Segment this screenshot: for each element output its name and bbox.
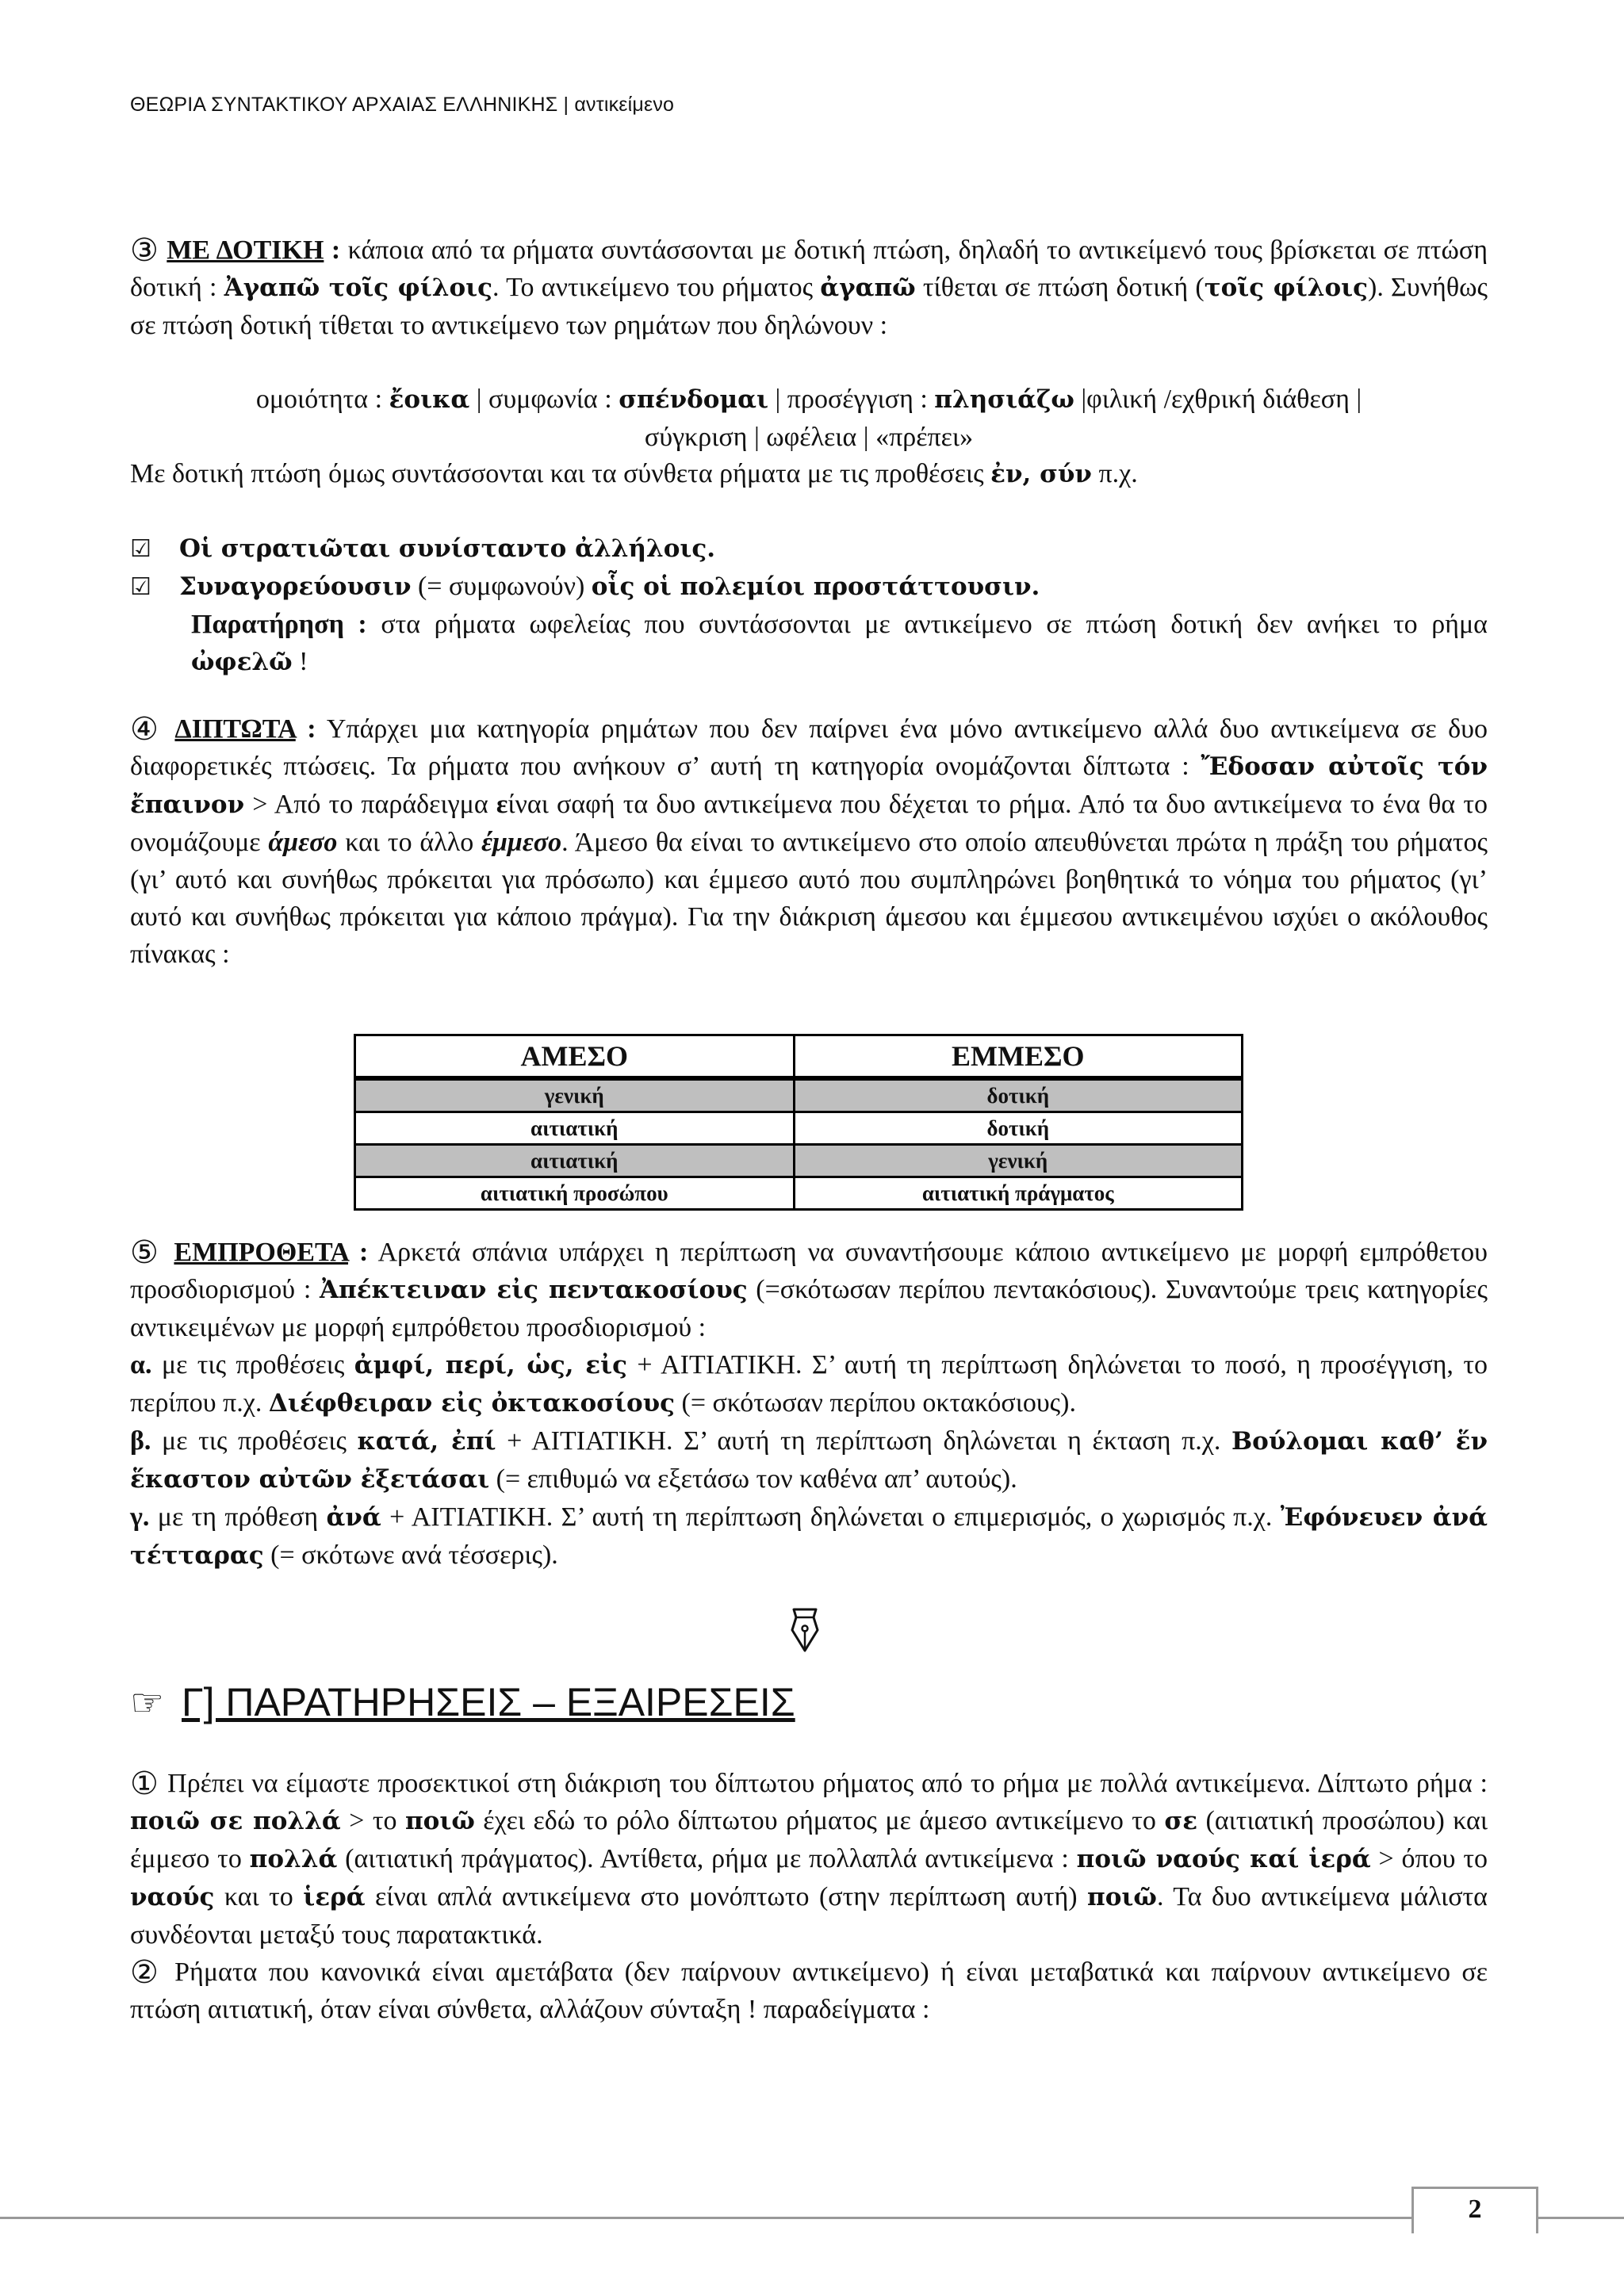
table-header: ΑΜΕΣΟ (355, 1035, 795, 1079)
section-diptota: ④ ΔΙΠΤΩΤΑ : Υπάρχει μια κατηγορία ρημάτων που δεν παίρνει ένα μόνο αντικείμενο αλλά δυο αντικείμενα σε δυο διαφορετικές πτώσεις. Τα ρήματα που ανήκουν σ’ αυτή τη κατηγορία ονομάζονται δίπτωτα : Ἔδοσαν αὐτοῖς τόν ἔπαινον > Από το παράδειγμα είναι σαφή τα δυο αντικείμενα που δέχεται το ρήμα. Από τα δυο αντικείμενα το ένα θα το ονομάζουμε άμεσο και το άλλο έμμεσο. Άμεσο θα είναι το αντικείμενο στο οποίο απευθύνεται πρώτα η πράξη του ρήματος (γι’ αυτό και συνήθως πρόκειται για πρόσωπο) και έμμεσο αυτό που συμπληρώνει βοηθητικά το νόημα του ρήματος (γι’ αυτό και συνήθως πρόκειται για κάποιο πράγμα). Για την διάκριση άμεσου και έμμεσου αντικειμένου ισχύει ο ακόλουθος πίνακας : (130, 711, 1488, 969)
objects-table (354, 1034, 1243, 1211)
observation-1: ① Πρέπει να είμαστε προσεκτικοί στη διάκριση του δίπτωτου ρήματος από το ρήμα με πολλά αντικείμενα. Δίπτωτο ρήμα : ποιῶ σε πολλά > το ποιῶ έχει εδώ το ρόλο δίπτωτου ρήματος με άμεσο αντικείμενο το σε (αιτιατική προσώπου) και έμμεσο το πολλά (αιτιατική πράγματος). Αντίθετα, ρήμα με πολλαπλά αντικείμενα : ποιῶ ναούς καί ἱερά > όπου το ναούς και το ἱερά είναι απλά αντικείμενα στο μονόπτωτο (στην περίπτωση αυτή) ποιῶ. Τα δυο αντικείμενα μάλιστα συνδέονται μεταξύ τους παρατακτικά. ② Ρήματα που κανονικά είναι αμετάβατα (δεν παίρνουν αντικείμενο) ή είναι μεταβατικά και παίρνουν αντικείμενο σε πτώση αιτιατική, όταν είναι σύνθετα, αλλάζουν σύνταξη ! παραδείγματα : (130, 1766, 1488, 2024)
table-cell: αιτιατική προσώπου (355, 1177, 795, 1210)
circled-number: ⑤ (130, 1234, 163, 1270)
page-number: 2 (1468, 2195, 1482, 2224)
checkbox-icon: ☑ (130, 573, 151, 601)
running-header: ΘΕΩΡΙΑ ΣΥΝΤΑΚΤΙΚΟΥ ΑΡΧΑΙΑΣ ΕΛΛΗΝΙΚΗΣ | αντικείμενο (130, 94, 675, 116)
table-cell: δοτική (794, 1078, 1242, 1112)
section-dative: ③ ΜΕ ΔΟΤΙΚΗ : κάποια από τα ρήματα συντάσσονται με δοτική πτώση, δηλαδή το αντικείμενό τους βρίσκεται σε πτώση δοτική : Ἀγαπῶ τοῖς φίλοις. Το αντικείμενο του ρήματος ἀγαπῶ τίθεται σε πτώση δοτική (τοῖς φίλοις). Συνήθως σε πτώση δοτική τίθεται το αντικείμενο των ρημάτων που δηλώνουν : (130, 232, 1488, 340)
circled-number: ④ (130, 711, 163, 747)
example-item: ☑ Οἱ στρατιῶται συνίσταντο ἀλλήλοις. (130, 530, 1488, 568)
table-cell: γενική (355, 1078, 795, 1112)
table-row (355, 1177, 1243, 1210)
observation-note: Παρατήρηση : στα ρήματα ωφελείας που συντάσσονται με αντικείμενο σε πτώση δοτική δεν ανήκει το ρήμα ὠφελῶ ! (191, 610, 1488, 676)
fountain-pen-nib-icon (789, 1606, 821, 1654)
table-cell: αιτιατική πράγματος (794, 1177, 1242, 1210)
table-cell: γενική (794, 1145, 1242, 1177)
section-title: ΜΕ ΔΟΤΙΚΗ (167, 235, 324, 265)
table-header-row (355, 1035, 1243, 1079)
circled-number: ③ (130, 232, 159, 268)
circled-number: ② (130, 1954, 163, 1990)
section-heading (130, 1679, 795, 1725)
example-item: ☑ Συναγορεύουσιν (= συμφωνούν) οἷς οἱ πολεμίοι προστάττουσιν. (130, 568, 1488, 606)
table-row (355, 1112, 1243, 1145)
dative-examples (130, 530, 1488, 681)
table-cell: δοτική (794, 1112, 1242, 1145)
table-row (355, 1078, 1243, 1112)
section-title: ΕΜΠΡΟΘΕΤΑ (174, 1238, 349, 1267)
pointing-hand-icon: ☞ (130, 1681, 165, 1725)
circled-number: ① (130, 1766, 160, 1801)
footer-rule (0, 2217, 1624, 2219)
greek-example: Ἀγαπῶ τοῖς φίλοις (224, 274, 492, 302)
table-cell: αιτιατική (355, 1145, 795, 1177)
table-row (355, 1145, 1243, 1177)
section-heading-title: Γ] ΠΑΡΑΤΗΡΗΣΕΙΣ – ΕΞΑΙΡΕΣΕΙΣ (182, 1680, 795, 1724)
table-header: ΕΜΜΕΣΟ (794, 1035, 1242, 1079)
compound-verbs-note: Με δοτική πτώση όμως συντάσσονται και τα σύνθετα ρήματα με τις προθέσεις ἐν, σύν π.χ. (130, 459, 1138, 488)
table-cell: αιτιατική (355, 1112, 795, 1145)
section-emprotheta: ⑤ ΕΜΠΡΟΘΕΤΑ : Αρκετά σπάνια υπάρχει η περίπτωση να συναντήσουμε κάποιο αντικείμενο με μορφή εμπρόθετου προσδιορισμού : Ἀπέκτειναν εἰς πεντακοσίους (=σκότωσαν περίπου πεντακόσιους). Συναντούμε τρεις κατηγορίες αντικειμένων με μορφή εμπρόθετου προσδιορισμού : α. με τις προθέσεις ἀμφί, περί, ὡς, εἰς + ΑΙΤΙΑΤΙΚΗ. Σ’ αυτή τη περίπτωση δηλώνεται το ποσό, η προσέγγιση, το περίπου π.χ. Διέφθειραν εἰς ὀκτακοσίους (= σκότωσαν περίπου οκτακόσιους). β. με τις προθέσεις κατά, ἐπί + ΑΙΤΙΑΤΙΚΗ. Σ’ αυτή τη περίπτωση δηλώνεται η έκταση π.χ. Βούλομαι καθ’ ἕν ἕκαστον αὐτῶν ἐξετάσαι (= επιθυμώ να εξετάσω τον καθένα απ’ αυτούς). γ. με τη πρόθεση ἀνά + ΑΙΤΙΑΤΙΚΗ. Σ’ αυτή τη περίπτωση δηλώνεται ο επιμερισμός, ο χωρισμός π.χ. Ἐφόνευεν ἀνά τέτταρας (= σκότωνε ανά τέσσερις). (130, 1234, 1488, 1570)
dative-categories: ομοιότητα : ἔοικα | συμφωνία : σπένδομαι | προσέγγιση : πλησιάζω |φιλική /εχθρική διάθεση | σύγκριση | ωφέλεια | «πρέπει» (255, 385, 1362, 452)
checkbox-icon: ☑ (130, 535, 151, 563)
section-title: ΔΙΠΤΩΤΑ (174, 714, 296, 744)
